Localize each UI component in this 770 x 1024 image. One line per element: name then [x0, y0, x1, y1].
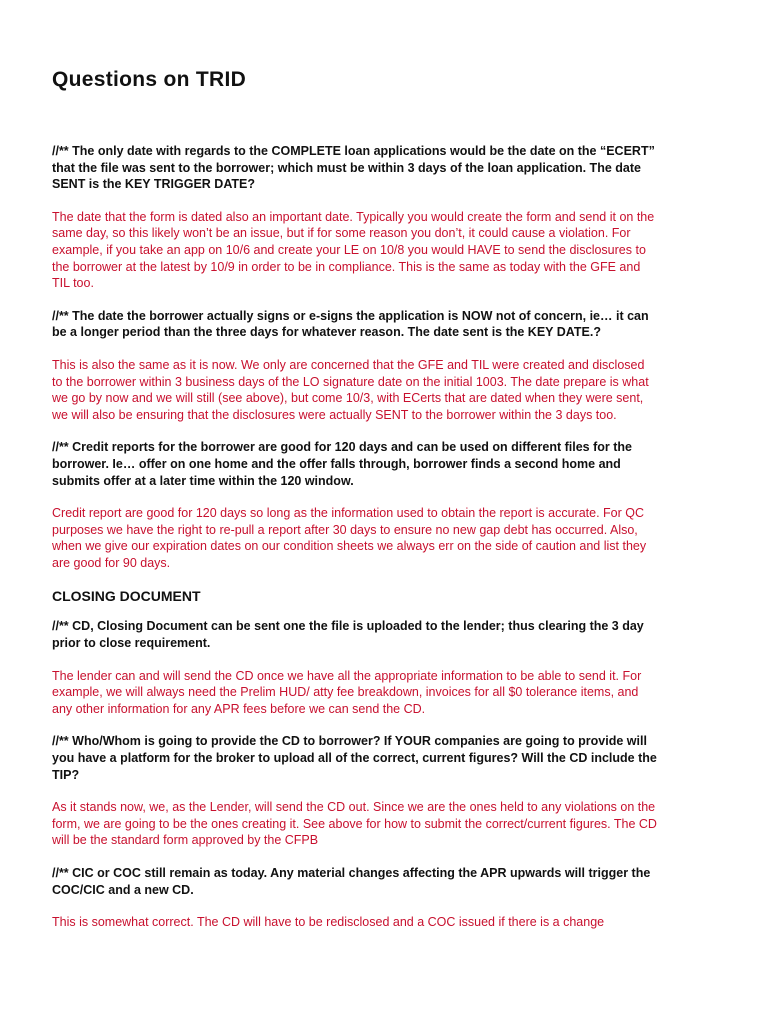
document-title: Questions on TRID [52, 68, 247, 91]
question-6: //** CIC or COC still remain as today. Any material changes affecting the APR upwards will trigger the COC/CIC and a new CD. [52, 866, 651, 897]
document-body [52, 143, 657, 931]
answer-1: The date that the form is dated also an important date. Typically you would create the form and send it on the same day, so this likely won’t be an issue, but if for some reason you don’t, it could cause a violation. For example, if you take an app on 10/6 and create your LE on 10/8 you would HAVE to send the disclosures to the borrower at the latest by 10/9 in order to be in compliance. This is the same as today with the GFE and TIL too. [52, 209, 655, 291]
answer-3: Credit report are good for 120 days so long as the information used to obtain the report is accurate. For QC purposes we have the right to re-pull a report after 30 days to ensure no new gap debt has occurred. Also, when we give our expiration dates on our condition sheets we always err on the side of caution and list they are good for 90 days. [52, 506, 647, 570]
question-5: //** Who/Whom is going to provide the CD to borrower? If YOUR companies are going to provide will you have a platform for the broker to upload all of the correct, current figures? Will the CD include the TIP? [52, 734, 657, 782]
answer-5: As it stands now, we, as the Lender, will send the CD out. Since we are the ones held to any violations on the form, we are going to be the ones creating it. See above for how to submit the correct/current figures. The CD will be the standard form approved by the CFPB [52, 800, 657, 848]
question-1: //** The only date with regards to the COMPLETE loan applications would be the date on the “ECERT” that the file was sent to the borrower; which must be within 3 days of the loan application. The date SENT is the KEY TRIGGER DATE? [52, 144, 655, 192]
answer-4: The lender can and will send the CD once we have all the appropriate information to be able to send it. For example, we will always need the Prelim HUD/ atty fee breakdown, invoices for all $0 tolerance items, and any other information for any APR fees before we can send the CD. [52, 668, 642, 716]
answer-6: This is somewhat correct. The CD will have to be redisclosed and a COC issued if there is a change [52, 915, 605, 930]
question-3: //** Credit reports for the borrower are good for 120 days and can be used on different files for the borrower. Ie… offer on one home and the offer falls through, borrower finds a second home and submits offer at a later time within the 120 window. [52, 440, 632, 488]
section-heading: CLOSING DOCUMENT [52, 588, 201, 605]
question-4: //** CD, Closing Document can be sent one the file is uploaded to the lender; thus clearing the 3 day prior to close requirement. [52, 619, 644, 651]
question-2: //** The date the borrower actually signs or e-signs the application is NOW not of concern, ie… it can be a longer period than the three days for whatever reason. The date sent is the KEY DATE.? [52, 308, 649, 340]
answer-2: This is also the same as it is now. We only are concerned that the GFE and TIL were created and disclosed to the borrower within 3 business days of the LO signature date on the initial 1003. The date prepare is what we go by now and we will still (see above), but come 10/3, with ECerts that are dated when they were sent, we will also be ensuring that the disclosures were actually SENT to the borrower within the 3 days too. [52, 357, 649, 422]
